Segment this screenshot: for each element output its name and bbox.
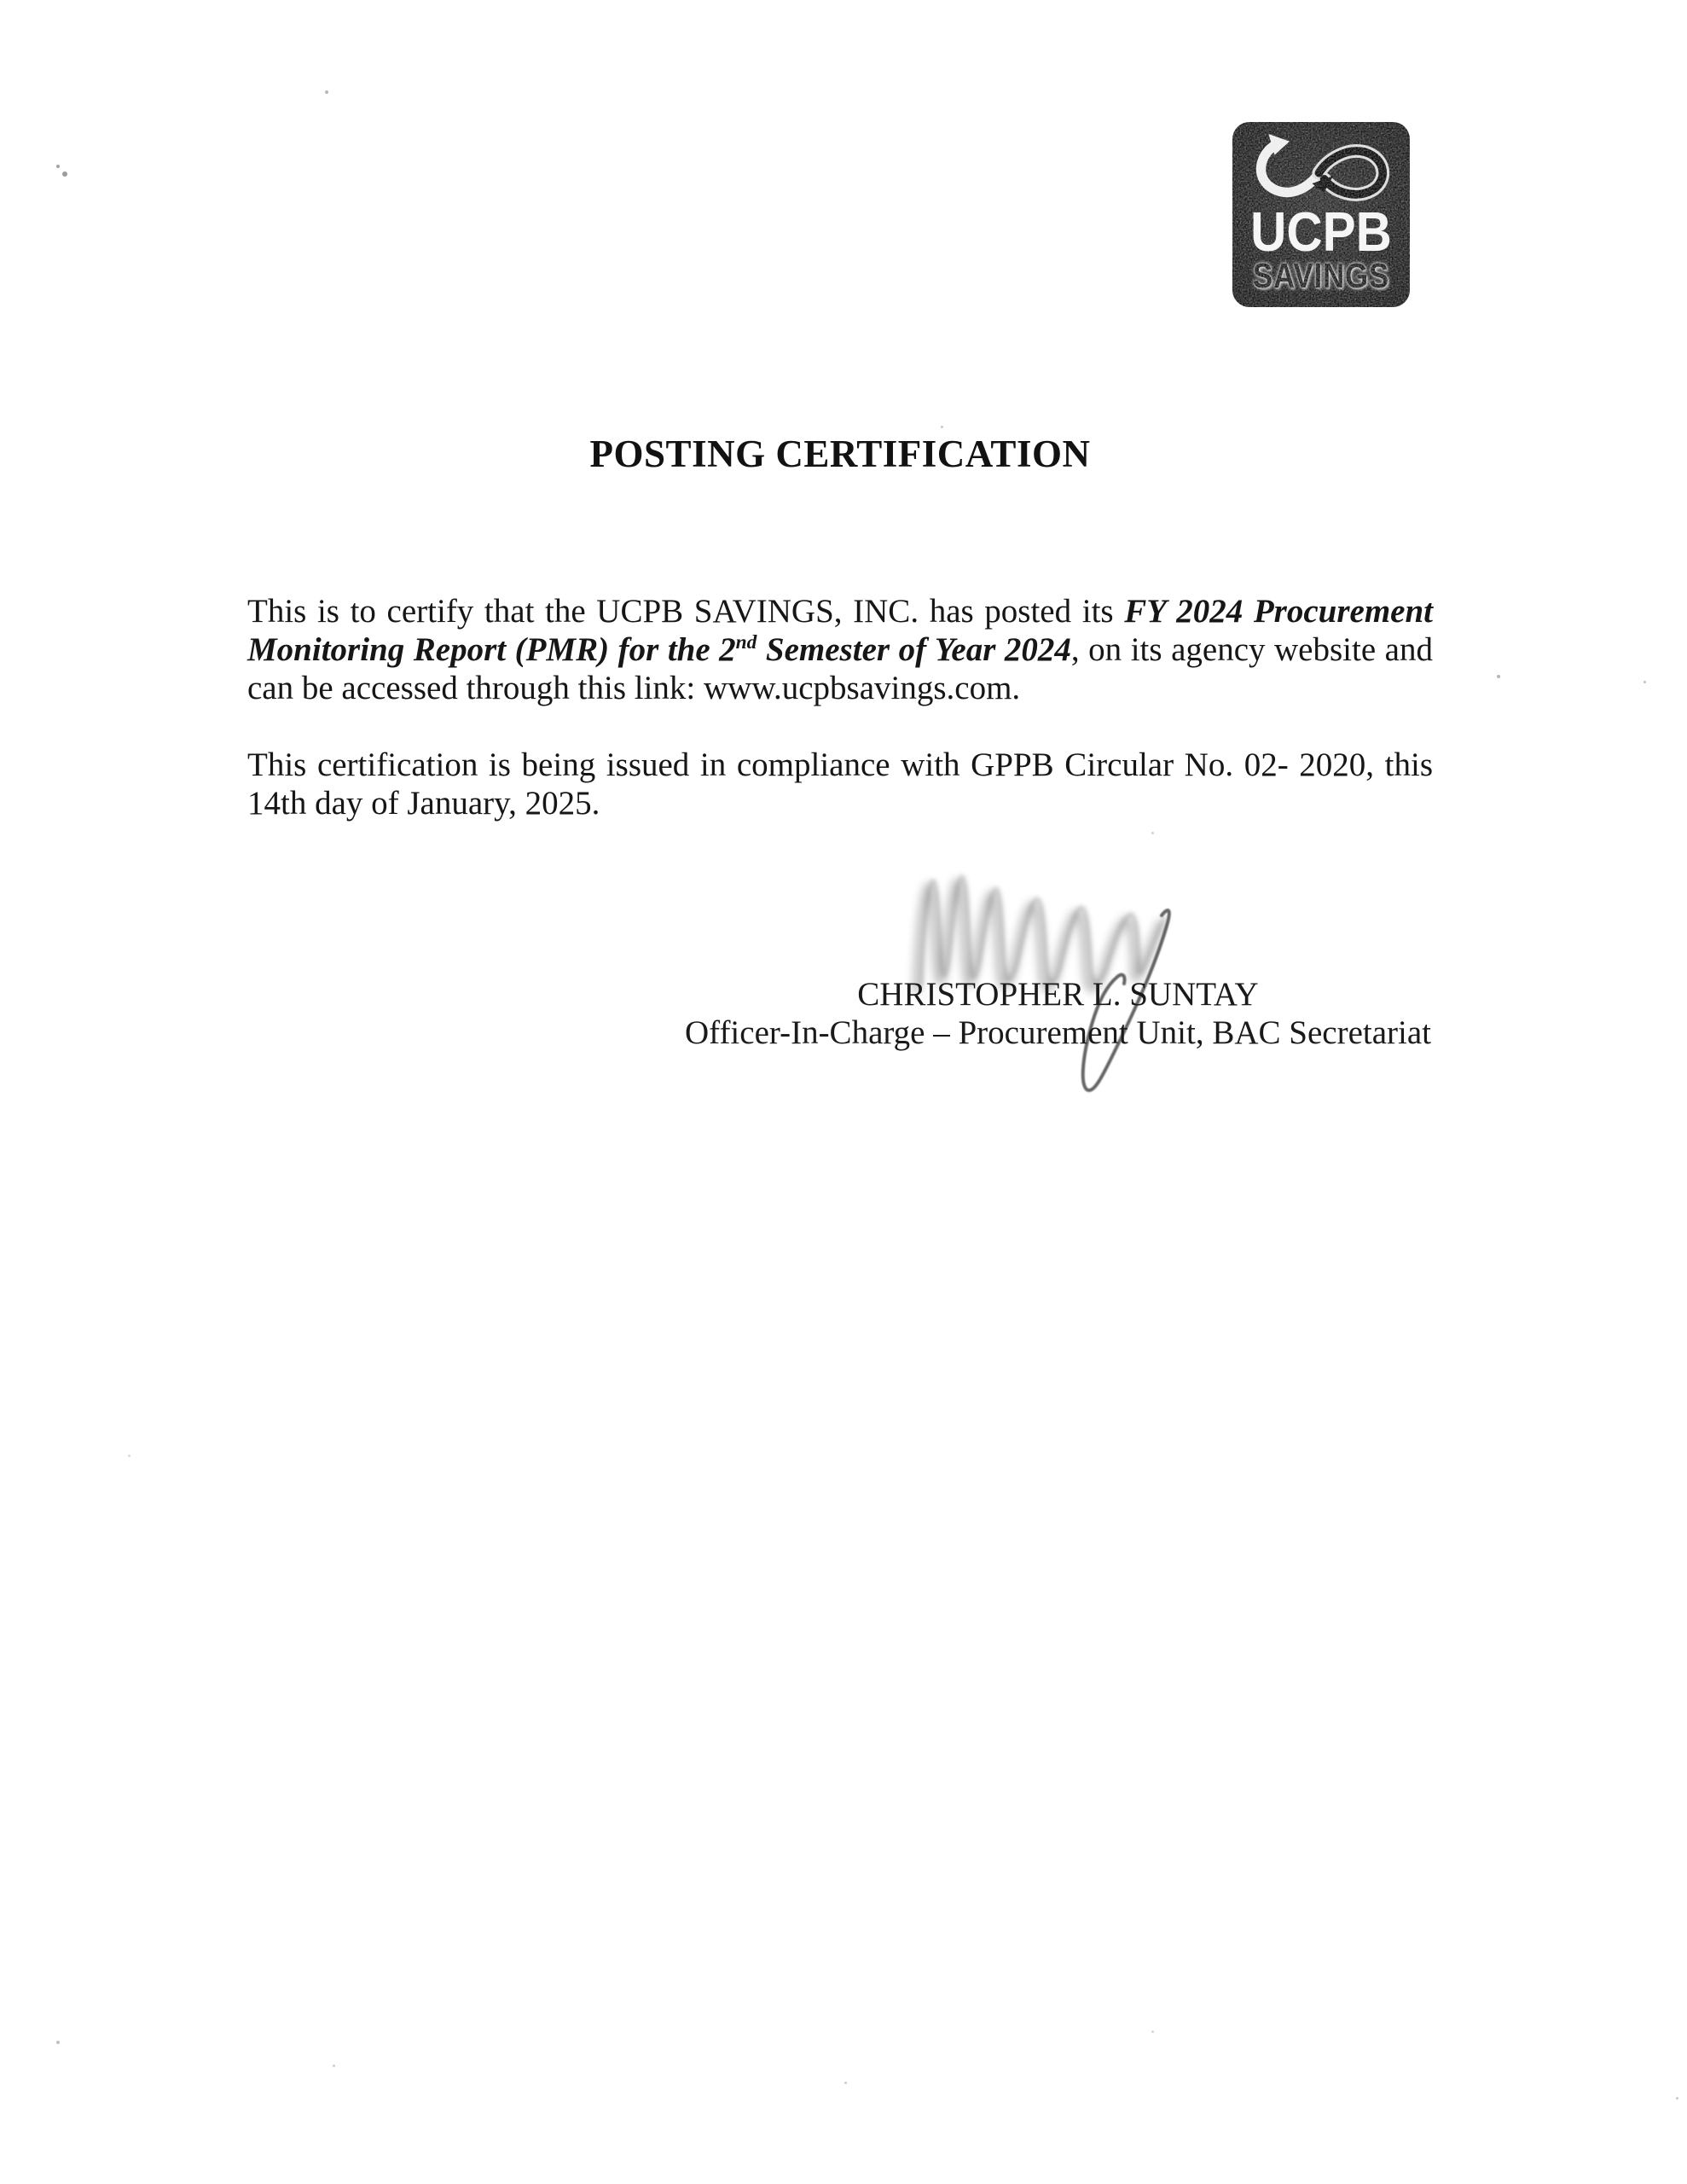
text-run: Semester of Year 2024 — [757, 631, 1071, 668]
scan-speckle — [844, 2082, 847, 2084]
document-body — [247, 592, 1433, 861]
scan-speckle — [1497, 675, 1500, 678]
scan-speckle — [56, 165, 60, 168]
certification-paragraph-2 — [247, 746, 1433, 822]
logo-grain-texture — [1232, 122, 1410, 307]
ucpb-savings-logo — [1232, 122, 1410, 307]
text-run: nd — [735, 631, 757, 653]
text-run: This is to certify that the UCPB SAVINGS, INC. has posted its — [247, 593, 1125, 630]
text-run: , on its agency website and can be accessed through this link: www.ucpbsavings.com. — [247, 631, 1433, 706]
scan-speckle — [1676, 2097, 1678, 2100]
text-run: This certification is being issued in compliance with GPPB Circular No. 02- 2020, this 14th day of January, 2025. — [247, 746, 1433, 822]
scan-speckle — [1151, 2030, 1154, 2033]
scan-speckle — [128, 1455, 130, 1457]
scan-speckle — [325, 90, 328, 94]
scan-speckle — [62, 171, 67, 177]
scan-speckle — [1151, 832, 1154, 834]
scan-speckle — [333, 2065, 335, 2067]
signature-block — [681, 975, 1435, 1052]
signatory-name: CHRISTOPHER L. SUNTAY — [857, 976, 1259, 1013]
scan-speckle — [941, 426, 943, 428]
scan-speckle — [56, 2041, 60, 2044]
signatory-role: Officer-In-Charge – Procurement Unit, BAC Secretariat — [685, 1014, 1431, 1051]
document-title: POSTING CERTIFICATION — [589, 433, 1091, 475]
text-run: FY 2024 Procurement Monitoring Report (PMR) for the 2 — [247, 593, 1434, 668]
scan-speckle — [1644, 681, 1646, 683]
certification-paragraph-1 — [247, 592, 1433, 707]
